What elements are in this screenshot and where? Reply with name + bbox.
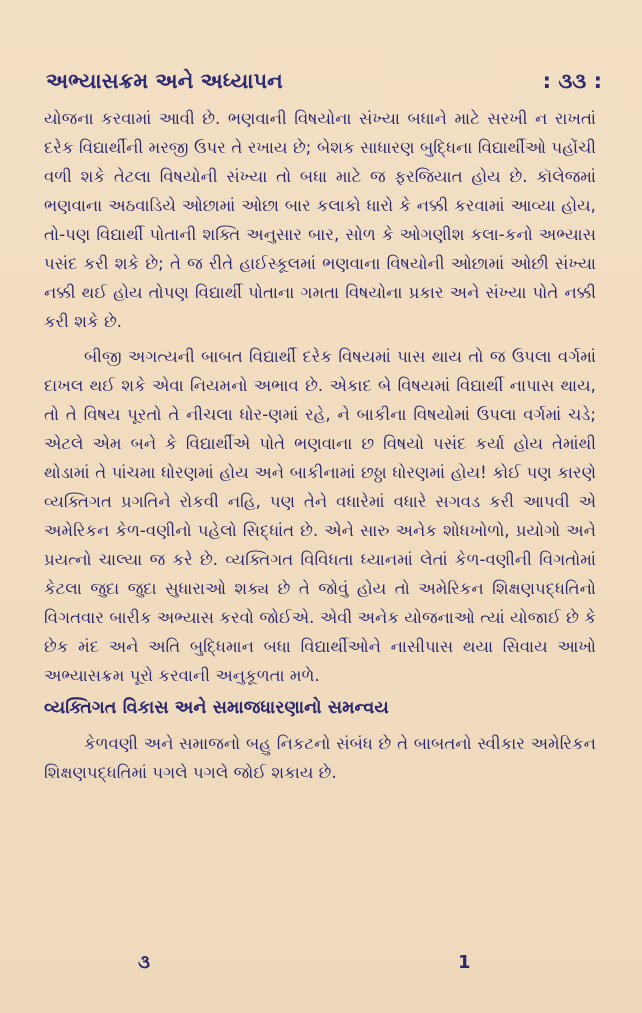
page-number: : ૩૩ : [542,68,602,93]
running-title: અભ્યાસક્રમ અને અધ્યાપન [46,68,283,93]
printer-mark: 1 [458,952,471,973]
page-header [46,66,602,96]
signature-mark: ૩ [138,952,150,973]
body-paragraph-1: યોજના કરવામાં આવી છે. ભણવાની વિષયોના સંખ્યા બધાને માટે સરખી ન રાખતાં દરેક વિદ્યાર્થીની મરજી ઉપર તે રખાય છે; બેશક સાધારણ બુદ્ધિના વિદ્યાર્થીઓ પહોંચી વળી શકે તેટલા વિષયોની સંખ્યા તો બધા માટે જ ફરજિયાત હોય છે. કૉલેજમાં ભણવાના અઠવાડિયે ઓછામાં ઓછા બાર કલાકો ધારો કે નક્કી કરવામાં આવ્યા હોય, તો-પણ વિદ્યાર્થી પોતાની શક્તિ અનુસાર બાર, સોળ કે ઓગણીશ કલા-કનો અભ્યાસ પસંદ કરી શકે છે; તે જ રીતે હાઈસ્કૂલમાં ભણવાના વિષયોની ઓછામાં ઓછી સંખ્યા નક્કી થઈ હોય તોપણ વિદ્યાર્થી પોતાના ગમતા વિષયોના પ્રકાર અને સંખ્યા પોતે નક્કી કરી શકે છે. [44,109,596,331]
body-paragraph-2: બીજી અગત્યની બાબત વિદ્યાર્થી દરેક વિષયમાં પાસ થાય તો જ ઉપલા વર્ગમાં દાખલ થઈ શકે એવા નિયમનો અભાવ છે. એકાદ બે વિષયમાં વિદ્યાર્થી નાપાસ થાય, તો તે વિષય પૂરતો તે નીચલા ધોર-ણમાં રહે, ને બાકીના વિષયોમાં ઉપલા વર્ગમાં ચડે; એટલે એમ બને કે વિદ્યાર્થીએ પોતે ભણવાના છ વિષયો પસંદ કર્યા હોય તેમાંથી થોડામાં તે પાંચમા ધોરણમાં હોય અને બાકીનામાં છઠ્ઠા ધોરણમાં હોય! કોઈ પણ કારણે વ્યક્તિગત પ્રગતિને રોકવી નહિ, પણ તેને વધારેમાં વધારે સગવડ કરી આપવી એ અમેરિકન કેળ-વણીનો પહેલો સિદ્ધાંત છે. એને સારુ અનેક શોધખોળો, પ્રયોગો અને પ્રયત્નો ચાલ્યા જ કરે છે. વ્યક્તિગત વિવિધતા ધ્યાનમાં લેતાં કેળ-વણીની વિગતોમાં કેટલા જુદા જુદા સુધારાઓ શક્ય છે તે જોવું હોય તો અમેરિકન શિક્ષણપદ્ધતિનો વિગતવાર બારીક અભ્યાસ કરવો જોઈએ. એવી અનેક યોજનાઓ ત્યાં યોજાઈ છે કે છેક મંદ અને અતિ બુદ્ધિમાન બધા વિદ્યાર્થીઓને નાસીપાસ થયા સિવાય આખો અભ્યાસક્રમ પૂરો કરવાની અનુકૂળતા મળે. [44,347,596,685]
section-paragraph: કેળવણી અને સમાજનો બહુ નિકટનો સંબંધ છે તે બાબતનો સ્વીકાર અમેરિકન શિક્ષણપદ્ધતિમાં પગલે પગલે જોઈ શકાય છે. [44,734,596,782]
page-body [44,104,596,787]
section-heading: વ્યક્તિગત વિકાસ અને સમાજધારણાનો સમન્વય [44,698,389,718]
